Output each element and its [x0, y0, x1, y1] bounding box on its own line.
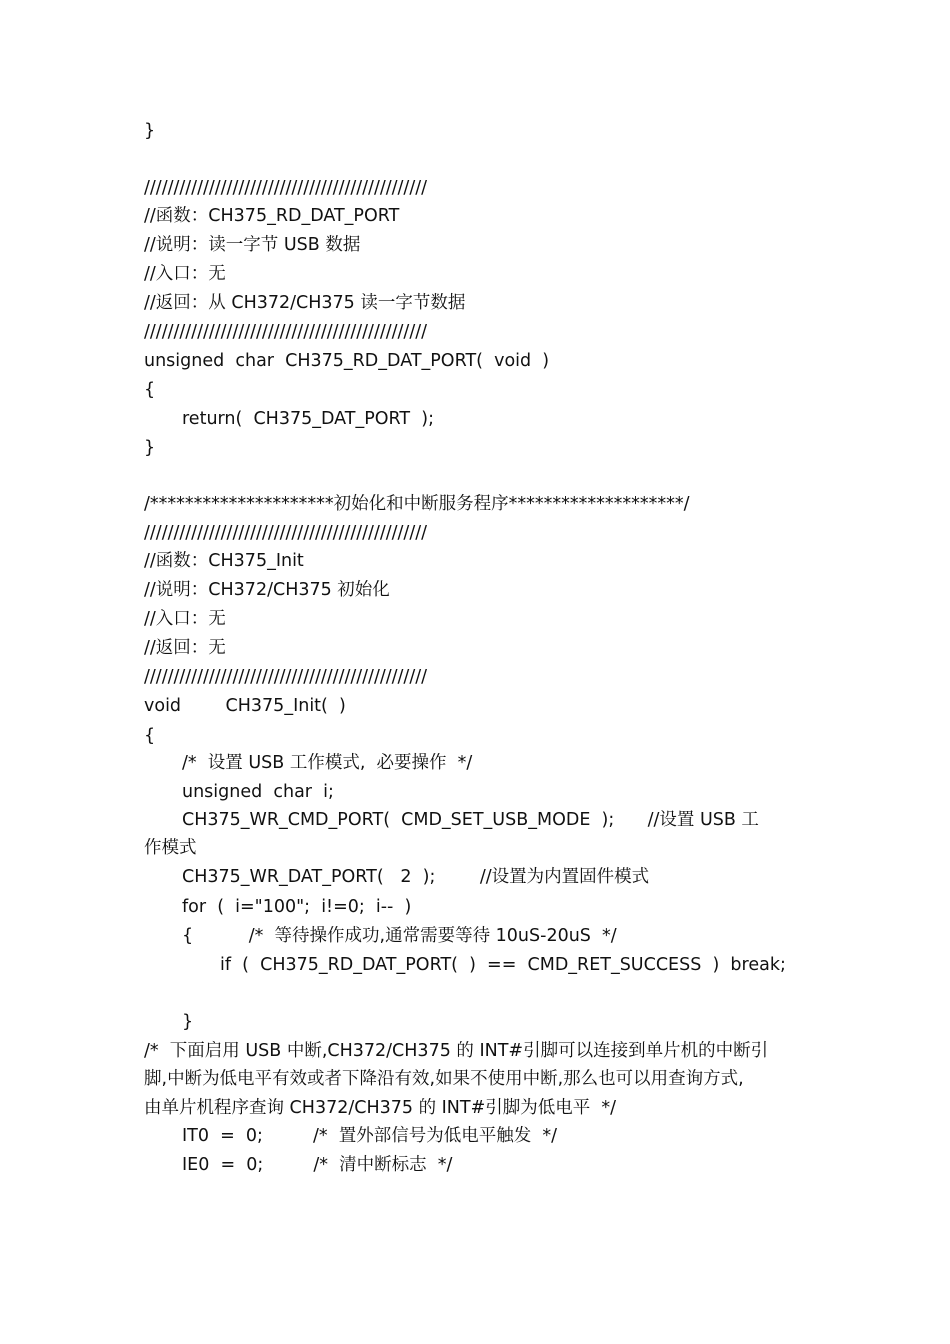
- code-line: 作模式: [144, 838, 197, 858]
- code-line: IE0 = 0; /* 清中断标志 */: [182, 1155, 453, 1175]
- code-line: IT0 = 0; /* 置外部信号为低电平触发 */: [182, 1126, 558, 1146]
- code-line: void CH375_Init( ): [144, 696, 346, 716]
- comment-line: //函数：CH375_RD_DAT_PORT: [144, 206, 400, 226]
- comment-line: 脚,中断为低电平有效或者下降沿有效,如果不使用中断,那么也可以用查询方式,: [144, 1069, 744, 1089]
- comment-line: //说明：CH372/CH375 初始化: [144, 580, 390, 600]
- comment-line: 由单片机程序查询 CH372/CH375 的 INT#引脚为低电平 */: [144, 1098, 617, 1118]
- code-line: {: [144, 380, 156, 400]
- code-line: { /* 等待操作成功,通常需要等待 10uS-20uS */: [182, 926, 617, 946]
- code-line: CH375_WR_CMD_PORT( CMD_SET_USB_MODE ); //设置 USB 工: [182, 810, 759, 830]
- comment-line: //返回：无: [144, 638, 226, 658]
- code-line: {: [144, 726, 156, 746]
- comment-separator: ////////////////////////////////////////////////: [144, 667, 428, 687]
- comment-separator: ////////////////////////////////////////////////: [144, 523, 428, 543]
- code-line: unsigned char CH375_RD_DAT_PORT( void ): [144, 351, 550, 371]
- comment-line: //入口：无: [144, 264, 226, 284]
- code-line: return( CH375_DAT_PORT );: [182, 409, 434, 429]
- comment-line: /* 下面启用 USB 中断,CH372/CH375 的 INT#引脚可以连接到单片机的中断引: [144, 1041, 769, 1061]
- code-line: }: [144, 121, 156, 141]
- comment-separator: ////////////////////////////////////////////////: [144, 322, 428, 342]
- code-line: if ( CH375_RD_DAT_PORT( ) == CMD_RET_SUCCESS ) break;: [220, 955, 786, 975]
- comment-separator: ////////////////////////////////////////////////: [144, 178, 428, 198]
- comment-line: //返回：从 CH372/CH375 读一字节数据: [144, 293, 466, 313]
- code-line: CH375_WR_DAT_PORT( 2 ); //设置为内置固件模式: [182, 867, 650, 887]
- code-line: unsigned char i;: [182, 782, 334, 802]
- comment-line: //入口：无: [144, 609, 226, 629]
- code-line: }: [182, 1012, 194, 1032]
- comment-line: //说明：读一字节 USB 数据: [144, 235, 361, 255]
- comment-line: //函数：CH375_Init: [144, 551, 304, 571]
- code-line: for ( i="100"; i!=0; i-- ): [182, 897, 412, 917]
- comment-line: /*********************初始化和中断服务程序********************/: [144, 494, 690, 514]
- comment-line: /* 设置 USB 工作模式, 必要操作 */: [182, 753, 473, 773]
- code-line: }: [144, 438, 156, 458]
